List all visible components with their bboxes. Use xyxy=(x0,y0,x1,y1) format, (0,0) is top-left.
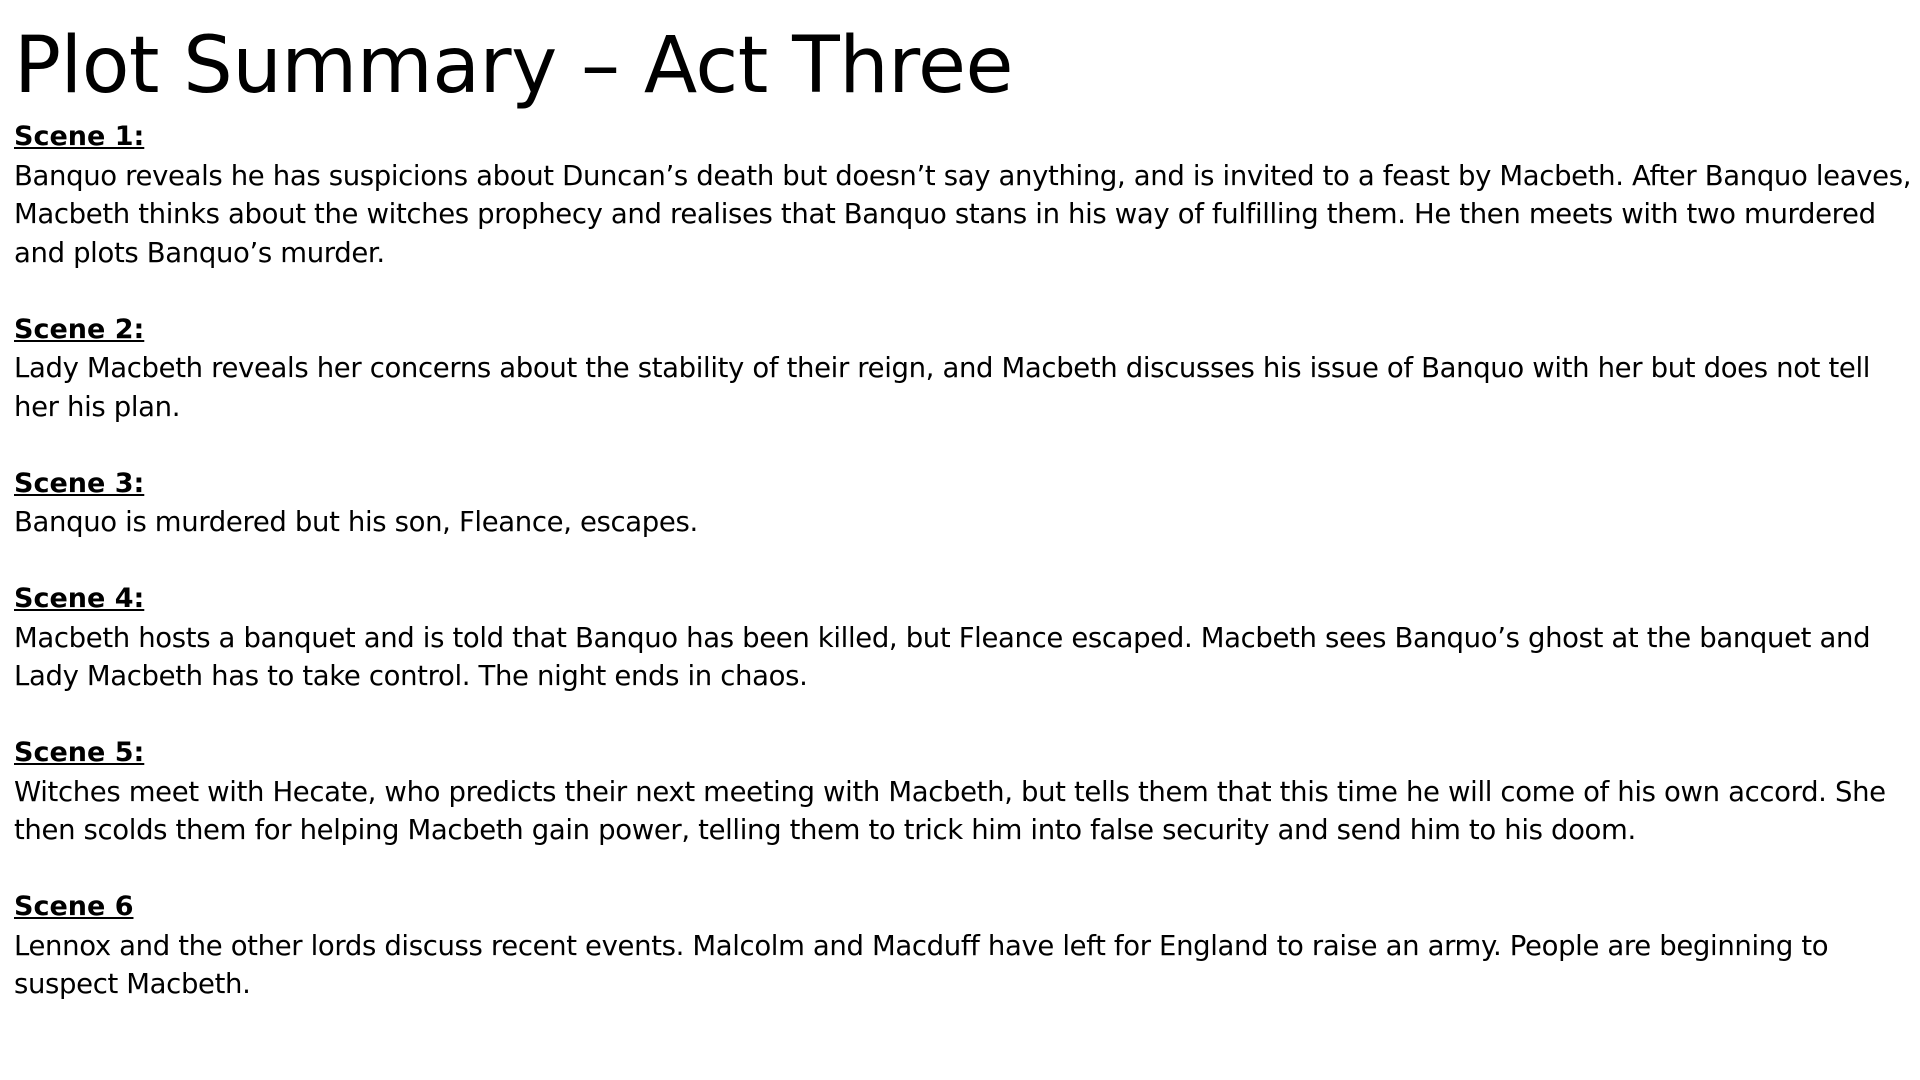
scene-1 xyxy=(14,118,1914,272)
scene-summary: Witches meet with Hecate, who predicts their next meeting with Macbeth, but tells them that this time he will come of his own accord. She then scolds them for helping Macbeth gain power, telling them to trick him into false security and send him to his doom. xyxy=(14,775,1886,846)
scene-5 xyxy=(14,734,1914,850)
scene-summary: Macbeth hosts a banquet and is told that Banquo has been killed, but Fleance escaped. Macbeth sees Banquo’s ghost at the banquet and Lady Macbeth has to take control. The night ends in chaos. xyxy=(14,621,1871,692)
scene-heading: Scene 2: xyxy=(14,313,145,345)
scene-6 xyxy=(14,888,1914,1004)
scene-heading: Scene 3: xyxy=(14,467,145,499)
slide xyxy=(14,16,1914,1042)
page-title: Plot Summary – Act Three xyxy=(14,21,1013,111)
scene-heading: Scene 5: xyxy=(14,737,145,768)
scene-heading: Scene 4: xyxy=(14,583,145,614)
scene-3 xyxy=(14,465,1914,542)
scene-summary: Banquo is murdered but his son, Fleance, escapes. xyxy=(14,506,698,538)
scene-heading: Scene 6 xyxy=(14,891,134,922)
scene-summary: Banquo reveals he has suspicions about Duncan’s death but doesn’t say anything, and is invited to a feast by Macbeth. After Banquo leaves, Macbeth thinks about the witches prophecy and realises that Banquo stans in his way of fulfilling them. He then meets with two murdered and plots Banquo’s murder. xyxy=(14,159,1912,269)
scene-summary: Lady Macbeth reveals her concerns about the stability of their reign, and Macbeth discusses his issue of Banquo with her but does not tell her his plan. xyxy=(14,352,1871,423)
scene-2 xyxy=(14,311,1914,427)
scene-4 xyxy=(14,580,1914,696)
scene-summary: Lennox and the other lords discuss recent events. Malcolm and Macduff have left for England to raise an army. People are beginning to suspect Macbeth. xyxy=(14,929,1829,1000)
scene-heading: Scene 1: xyxy=(14,121,145,152)
scene-list xyxy=(14,118,1914,1004)
